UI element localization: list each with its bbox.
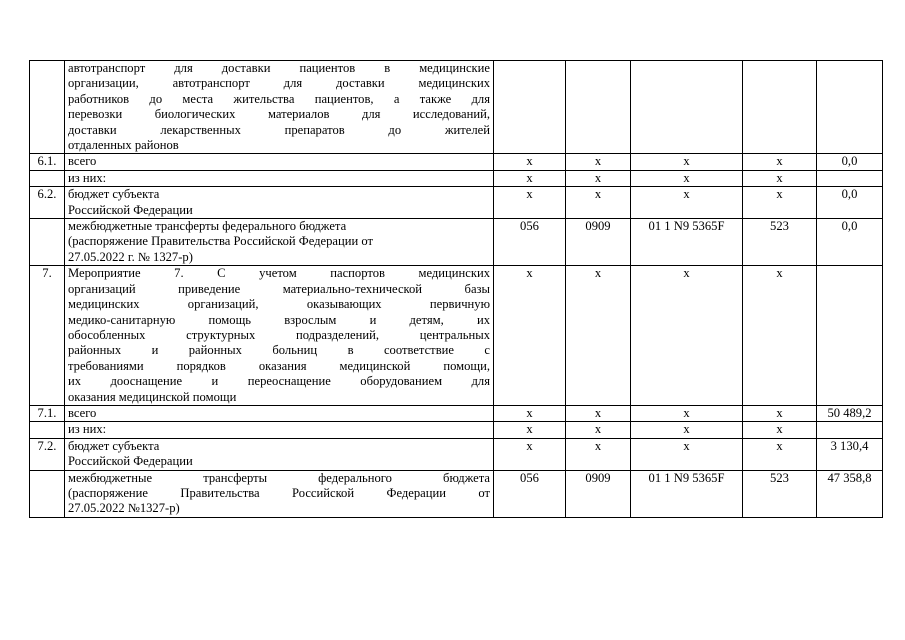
amount-value: 0,0 (817, 187, 883, 219)
row-description (65, 187, 494, 219)
table-row (30, 170, 883, 186)
table-row (30, 266, 883, 406)
grbs-code: х (494, 405, 566, 421)
description-line: Российской Федерации (68, 202, 193, 217)
row-number: 7. (30, 266, 65, 406)
description-line: работников до места жительства пациентов, а также для (68, 91, 490, 106)
rz-pr-code: х (566, 187, 631, 219)
description-line: бюджет субъекта (68, 187, 160, 202)
rz-pr-code: х (566, 154, 631, 170)
description-line: Российской Федерации (68, 454, 193, 469)
description-line: автотранспорт для доставки пациентов в медицинские (68, 61, 490, 75)
description-line: перевозки биологических материалов для исследований, (68, 107, 490, 122)
description-line: их дооснащение и переоснащение оборудованием для (68, 374, 490, 389)
table-row (30, 470, 883, 517)
vr-code (743, 61, 817, 154)
row-number (30, 61, 65, 154)
row-number: 7.1. (30, 405, 65, 421)
vr-code: х (743, 154, 817, 170)
table-row (30, 61, 883, 154)
vr-code: х (743, 422, 817, 438)
budget-table (29, 60, 883, 518)
grbs-code: 056 (494, 219, 566, 266)
row-number (30, 470, 65, 517)
rz-pr-code: х (566, 405, 631, 421)
csr-code: х (631, 266, 743, 406)
description-line: медико-санитарную помощь взрослым и детям, их (68, 312, 490, 327)
vr-code: х (743, 405, 817, 421)
description-line: 27.05.2022 г. № 1327-р) (68, 249, 193, 264)
vr-code: х (743, 170, 817, 186)
table-row (30, 438, 883, 470)
amount-value (817, 170, 883, 186)
table-row (30, 219, 883, 266)
vr-code: х (743, 438, 817, 470)
vr-code: х (743, 187, 817, 219)
grbs-code: х (494, 170, 566, 186)
grbs-code: х (494, 422, 566, 438)
row-description (65, 61, 494, 154)
grbs-code: 056 (494, 470, 566, 517)
description-line: 27.05.2022 №1327-р) (68, 501, 180, 516)
row-number: 6.1. (30, 154, 65, 170)
description-line: требованиями порядков оказания медицинской помощи, (68, 358, 490, 373)
rz-pr-code: х (566, 266, 631, 406)
description-line: бюджет субъекта (68, 438, 160, 453)
amount-value: 47 358,8 (817, 470, 883, 517)
rz-pr-code: 0909 (566, 470, 631, 517)
description-line: организации, автотранспорт для доставки медицинских (68, 76, 490, 91)
table-row (30, 187, 883, 219)
row-description (65, 219, 494, 266)
csr-code: х (631, 422, 743, 438)
vr-code: 523 (743, 219, 817, 266)
csr-code: 01 1 N9 5365F (631, 470, 743, 517)
row-number: 6.2. (30, 187, 65, 219)
row-number: 7.2. (30, 438, 65, 470)
csr-code (631, 61, 743, 154)
csr-code: х (631, 170, 743, 186)
row-description: из них: (65, 170, 494, 186)
csr-code: х (631, 154, 743, 170)
csr-code: х (631, 438, 743, 470)
description-line: Мероприятие 7. С учетом паспортов медицинских (68, 266, 490, 281)
amount-value: 50 489,2 (817, 405, 883, 421)
rz-pr-code: х (566, 438, 631, 470)
table-row (30, 422, 883, 438)
row-description (65, 438, 494, 470)
description-line: обособленных структурных подразделений, центральных (68, 327, 490, 342)
grbs-code: х (494, 187, 566, 219)
grbs-code: х (494, 438, 566, 470)
description-line: организаций приведение материально-технической базы (68, 281, 490, 296)
description-line: межбюджетные трансферты федерального бюджета (68, 470, 490, 485)
csr-code: 01 1 N9 5365F (631, 219, 743, 266)
grbs-code (494, 61, 566, 154)
vr-code: 523 (743, 470, 817, 517)
row-description (65, 266, 494, 406)
csr-code: х (631, 405, 743, 421)
description-line: (распоряжение Правительства Российской Федерации от (68, 234, 374, 249)
rz-pr-code: х (566, 422, 631, 438)
table-row (30, 154, 883, 170)
csr-code: х (631, 187, 743, 219)
table-row (30, 405, 883, 421)
amount-value (817, 422, 883, 438)
row-description: всего (65, 405, 494, 421)
description-line: районных и районных больниц в соответствие с (68, 343, 490, 358)
description-line: отдаленных районов (68, 138, 179, 153)
amount-value: 0,0 (817, 219, 883, 266)
row-number (30, 422, 65, 438)
row-description: всего (65, 154, 494, 170)
row-number (30, 170, 65, 186)
description-line: (распоряжение Правительства Российской Федерации от (68, 485, 490, 500)
row-description: из них: (65, 422, 494, 438)
vr-code: х (743, 266, 817, 406)
description-line: медицинских организаций, оказывающих первичную (68, 297, 490, 312)
description-line: межбюджетные трансферты федерального бюджета (68, 219, 347, 234)
row-description (65, 470, 494, 517)
grbs-code: х (494, 266, 566, 406)
description-line: доставки лекарственных препаратов до жителей (68, 122, 490, 137)
rz-pr-code: 0909 (566, 219, 631, 266)
amount-value: 0,0 (817, 154, 883, 170)
amount-value (817, 266, 883, 406)
amount-value: 3 130,4 (817, 438, 883, 470)
amount-value (817, 61, 883, 154)
row-number (30, 219, 65, 266)
description-line: оказания медицинской помощи (68, 389, 237, 404)
grbs-code: х (494, 154, 566, 170)
rz-pr-code: х (566, 170, 631, 186)
rz-pr-code (566, 61, 631, 154)
